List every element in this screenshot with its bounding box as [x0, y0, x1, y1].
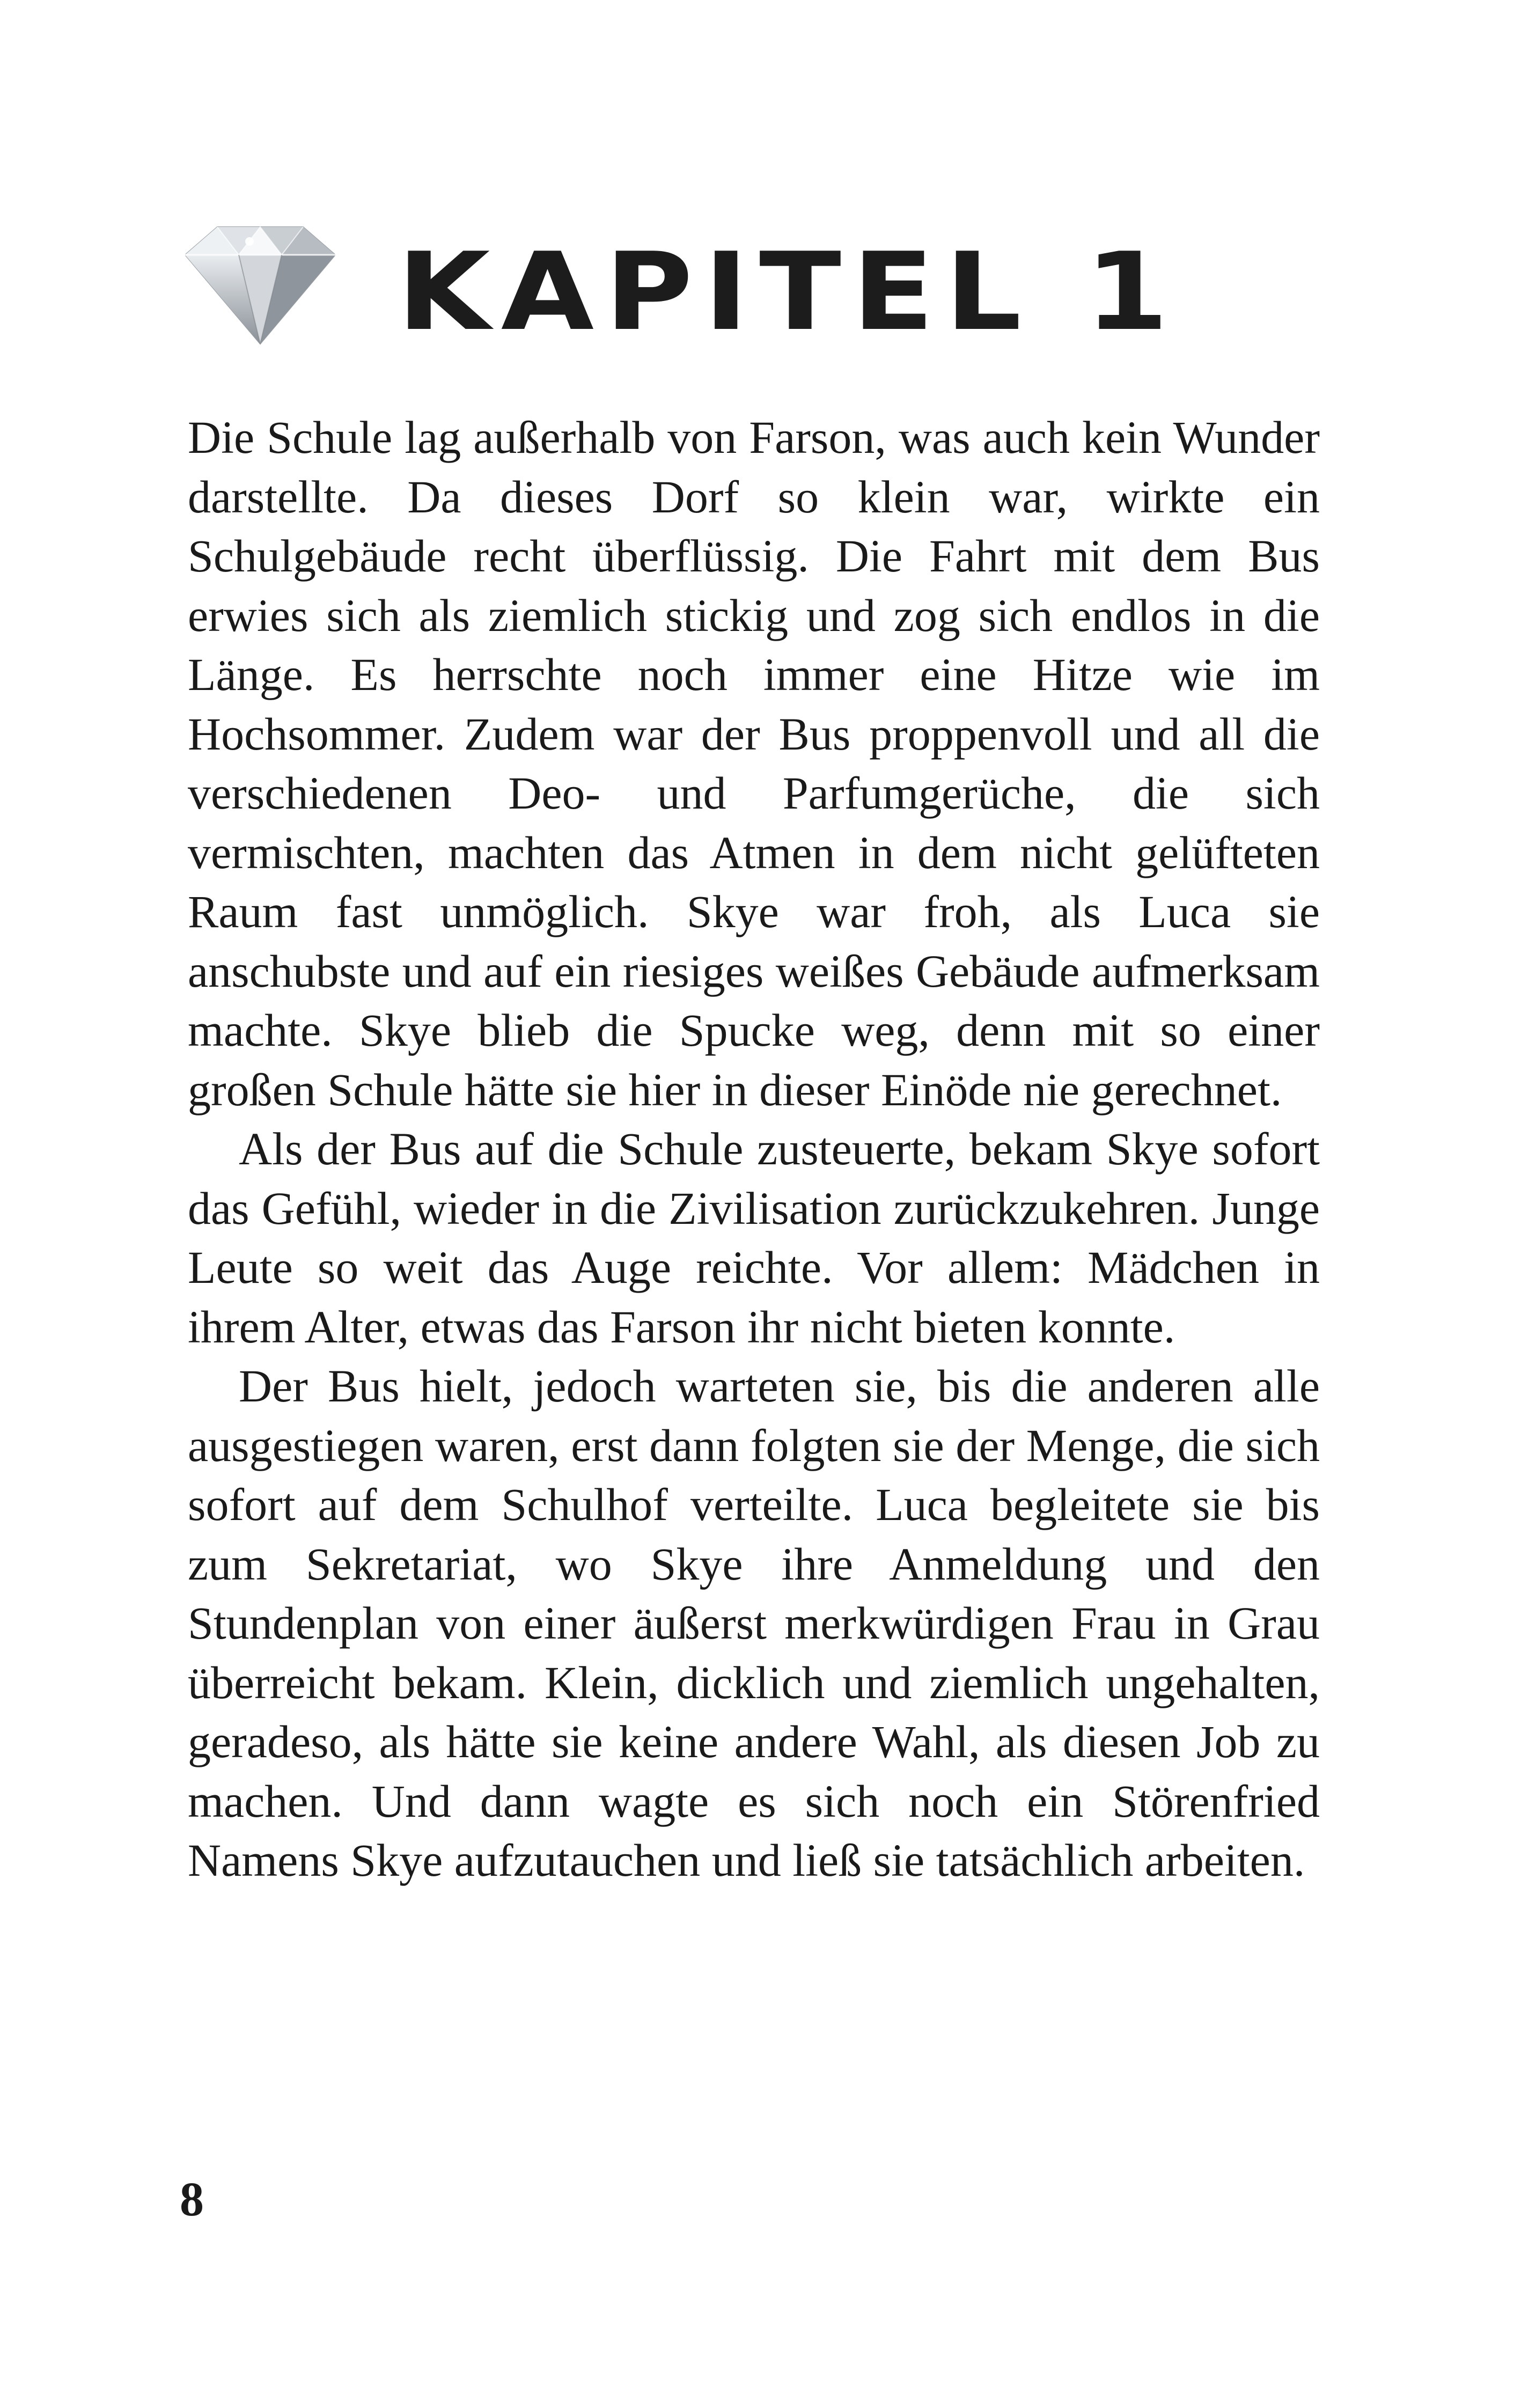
chapter-header [185, 212, 1365, 357]
paragraph-3: Der Bus hielt, jedoch warteten sie, bis die anderen alle ausgestiegen waren, erst dann folgten sie der Menge, die sich sofort auf dem Schulhof verteilte. Luca begleitete sie bis zum Sekretariat, wo Skye ihre Anmeldung und den Stundenplan von einer äußerst merkwürdigen Frau in Grau überreicht bekam. Klein, dicklich und ziemlich ungehalten, geradeso, als hätte sie keine andere Wahl, als diesen Job zu machen. Und dann wagte es sich noch ein Störenfried Namens Skye aufzutauchen und ließ sie tatsächlich arbeiten. [188, 1360, 1320, 1886]
body-text [188, 408, 1320, 1890]
diamond-icon [185, 217, 335, 346]
paragraph-1: Die Schule lag außerhalb von Farson, was auch kein Wunder darstellte. Da dieses Dorf so klein war, wirkte ein Schulgebäude recht überflüssig. Die Fahrt mit dem Bus erwies sich als ziemlich stickig und zog sich endlos in die Länge. Es herrschte noch immer eine Hitze wie im Hochsommer. Zudem war der Bus proppenvoll und all die verschiedenen Deo- und Parfumgerüche, die sich vermischten, machten das Atmen in dem nicht gelüfteten Raum fast unmöglich. Skye war froh, als Luca sie anschubste und auf ein riesiges weißes Gebäude aufmerksam machte. Skye blieb die Spucke weg, denn mit so einer großen Schule hätte sie hier in dieser Einöde nie gerechnet. [188, 412, 1320, 1115]
paragraph-2: Als der Bus auf die Schule zusteuerte, bekam Skye sofort das Gefühl, wieder in die Zivilisation zurückzukehren. Junge Leute so weit das Auge reichte. Vor allem: Mädchen in ihrem Alter, etwas das Farson ihr nicht bieten konnte. [188, 1123, 1320, 1353]
chapter-title: KAPITEL 1 [397, 230, 1180, 355]
page-number: 8 [180, 2173, 204, 2226]
